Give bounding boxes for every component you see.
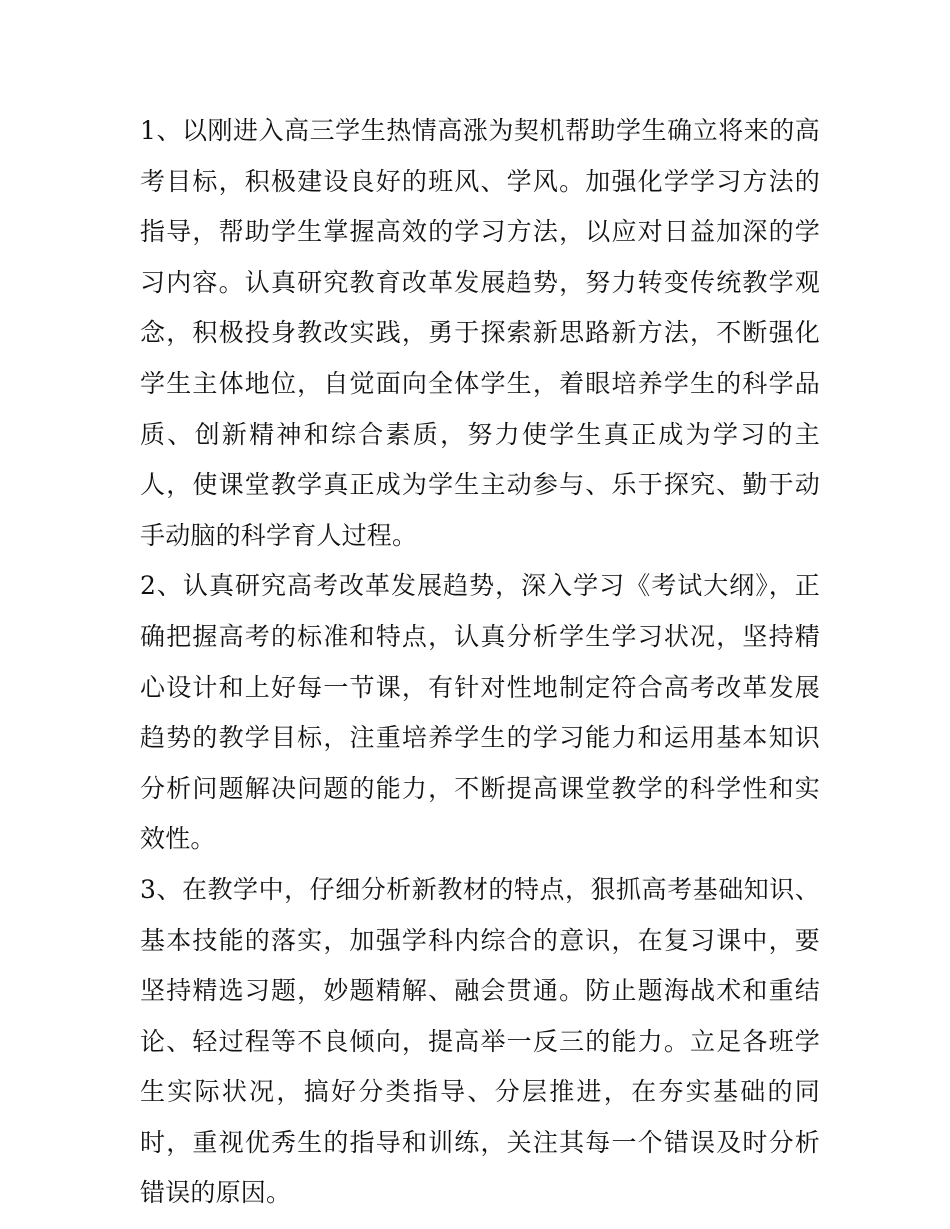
document-body [140,106,820,1219]
paragraph-1: 1、以刚进入高三学生热情高涨为契机帮助学生确立将来的高考目标，积极建设良好的班风、学风。加强化学学习方法的指导，帮助学生掌握高效的学习方法，以应对日益加深的学习内容。认真研究教育改革发展趋势，努力转变传统教学观念，积极投身教改实践，勇于探索新思路新方法，不断强化学生主体地位，自觉面向全体学生，着眼培养学生的科学品质、创新精神和综合素质，努力使学生真正成为学习的主人，使课堂教学真正成为学生主动参与、乐于探究、勤于动手动脑的科学育人过程。 [140,116,820,550]
paragraph-2: 2、认真研究高考改革发展趋势，深入学习《考试大纲》，正确把握高考的标准和特点，认真分析学生学习状况，坚持精心设计和上好每一节课，有针对性地制定符合高考改革发展趋势的教学目标，注重培养学生的学习能力和运用基本知识分析问题解决问题的能力，不断提高课堂教学的科学性和实效性。 [140,571,820,854]
paragraph-3: 3、在教学中，仔细分析新教材的特点，狠抓高考基础知识、基本技能的落实，加强学科内综合的意识，在复习课中，要坚持精选习题，妙题精解、融会贯通。防止题海战术和重结论、轻过程等不良倾向，提高举一反三的能力。立足各班学生实际状况，搞好分类指导、分层推进，在夯实基础的同时，重视优秀生的指导和训练，关注其每一个错误及时分析错误的原因。 [140,874,820,1208]
